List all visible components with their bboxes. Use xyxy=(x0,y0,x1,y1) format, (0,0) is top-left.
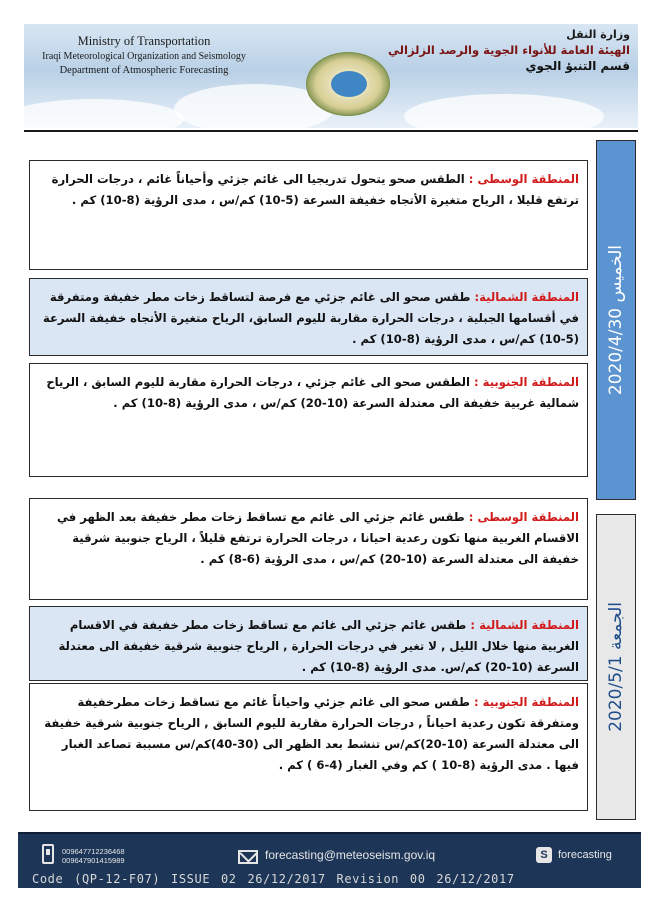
region-label: المنطقة الوسطى : xyxy=(468,172,579,186)
forecast-south-day1 xyxy=(29,363,588,477)
region-label: المنطقة الجنوبية : xyxy=(473,695,579,709)
footer-bar xyxy=(18,832,641,888)
cloud-decoration xyxy=(404,94,604,128)
contact-row xyxy=(18,834,641,872)
department-name-ar: قسم التنبؤ الجوي xyxy=(525,59,630,73)
forecast-south-day2 xyxy=(29,683,588,811)
organization-name: Iraqi Meteorological Organization and Seismology xyxy=(42,51,246,62)
forecast-central-day1 xyxy=(29,160,588,270)
mail-icon xyxy=(238,850,258,864)
document-code: Code (QP-12-F07) ISSUE 02 26/12/2017 Revision 00 26/12/2017 xyxy=(32,872,515,886)
cloud-decoration xyxy=(24,99,184,128)
day-label-friday xyxy=(596,514,636,820)
header-arabic xyxy=(388,28,630,73)
forecast-text: طقس صحو الى غائم جزئي مع فرصة لتساقط زخات مطر خفيفة ومتفرقة في أقسامها الجبلية ، درجات الحرارة مقاربة لليوم السابق، الرياح متغيرة الأتجاه خفيفة السرعة (5-10) كم/س ، مدى الرؤية (8-10) كم . xyxy=(42,290,579,346)
phone-numbers xyxy=(62,847,125,865)
phone-number: 009647901415989 xyxy=(62,856,125,865)
forecast-north-day2 xyxy=(29,606,588,681)
forecast-text: طقس غائم جزئي الى غائم مع تساقط زخات مطر خفيفة بعد الظهر في الاقسام الغربية منها تكون رعدية احيانا ، درجات الحرارة ترتفع قليلاً ، الرياح جنوبية شرقية خفيفة الى معتدلة السرعة (10-20) كم/س ، مدى الرؤية (6-8) كم . xyxy=(56,510,579,566)
day-label-text: الخميس 2020/4/30 xyxy=(606,244,626,396)
logo-emblem xyxy=(306,52,390,116)
forecast-text: الطقس صحو يتحول تدريجيا الى غائم جزئي وأحياناً غائم ، درجات الحرارة ترتفع قليلا ، الرياح متغيرة الأتجاه خفيفة السرعة (5-10) كم/س ، مدى الرؤية (8-10) كم . xyxy=(51,172,579,207)
forecast-central-day2 xyxy=(29,498,588,600)
ministry-name-ar: وزارة النقل xyxy=(566,28,630,41)
logo-inner xyxy=(329,69,369,99)
skype-handle[interactable]: forecasting xyxy=(558,849,612,861)
department-name: Department of Atmospheric Forecasting xyxy=(59,65,229,76)
header-banner xyxy=(24,24,638,128)
phone-number: 009647712236468 xyxy=(62,847,125,856)
day-label-thursday xyxy=(596,140,636,500)
region-label: المنطقة الشمالية : xyxy=(470,618,579,632)
header-divider xyxy=(24,130,638,132)
forecast-text: طقس صحو الى غائم جزئي واحياناً غائم مع تساقط زخات مطرخفيفة ومتفرقة تكون رعدية احياناً , درجات الحرارة مقاربة لليوم السابق , الرياح جنوبية شرقية خفيفة الى معتدلة السرعة (10-20)كم/س تنشط بعد الظهر الى (30-40)كم/س مسببة تصاعد الغبار فيها . مدى الرؤية (8-10 ) كم وفي الغبار (4-6 ) كم . xyxy=(44,695,579,772)
region-label: المنطقة الجنوبية : xyxy=(473,375,579,389)
region-label: المنطقة الشمالية: xyxy=(474,290,579,304)
phone-icon xyxy=(42,844,54,864)
ministry-name: Ministry of Transportation xyxy=(77,34,211,48)
day-label-text: الجمعة 2020/5/1 xyxy=(606,602,626,732)
email-link[interactable]: forecasting@meteoseism.gov.iq xyxy=(265,848,436,862)
skype-icon: S xyxy=(536,847,552,863)
header-english xyxy=(34,34,254,76)
forecast-text: الطقس صحو الى غائم جزئي ، درجات الحرارة مقاربة لليوم السابق ، الرياح شمالية غربية خفيفة الى معتدلة السرعة (10-20) كم/س ، مدى الرؤية (8-10) كم . xyxy=(46,375,579,410)
forecast-north-day1 xyxy=(29,278,588,356)
region-label: المنطقة الوسطى : xyxy=(468,510,579,524)
organization-name-ar: الهيئة العامة للأنواء الجوية والرصد الزلزالي xyxy=(388,43,630,57)
forecast-text: طقس غائم جزئي الى غائم مع تساقط زخات مطر خفيفة في الاقسام الغربية منها خلال الليل , لا تغير في درجات الحرارة , الرياح جنوبية شرقية خفيفة الى معتدلة السرعة (10-20) كم/س. مدى الرؤية (8-10) كم . xyxy=(58,618,579,674)
